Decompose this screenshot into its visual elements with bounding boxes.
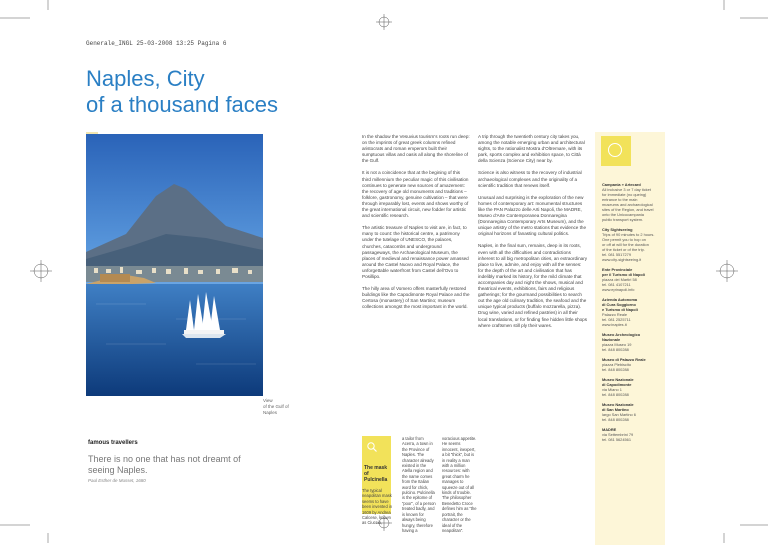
sidebar-line: piazza Plebiscito bbox=[602, 362, 631, 367]
sidebar-entry bbox=[602, 267, 662, 292]
col2-paragraph: Unusual and surprising is the exploration of the new homes of contemporary art: monumental structures like the PAN Palazzo delle Arti Napoli, the MADRE, Museo d’Arte Contemporanea Donnaregina (Donnaregina Contemporary Arts Museum), and the unique artistry of the metro stations that evidence the original horizons of fanasting cultural politics. bbox=[478, 194, 587, 237]
sidebar-entry bbox=[602, 377, 662, 397]
sidebar-line: Nazionale bbox=[602, 337, 621, 342]
body-column-2 bbox=[478, 134, 588, 335]
sidebar-entry-title: Ente Provinciale bbox=[602, 267, 633, 272]
sidebar-line: public transport system. bbox=[602, 217, 644, 222]
sidebar-line: www.city-sightseeing.it bbox=[602, 257, 642, 262]
pulcinella-text-1: The typical neapolitan mask seems to have been invented in 1609 by Andrea Calcese, known as Ciuccio, bbox=[362, 488, 393, 526]
sidebar-line: tel. 848 800288 bbox=[602, 347, 629, 352]
sidebar-entries bbox=[602, 182, 662, 447]
sidebar-entry bbox=[602, 227, 662, 262]
sidebar-line: museums and archaeological bbox=[602, 202, 653, 207]
sidebar-entry bbox=[602, 182, 662, 222]
sidebar-line: tel. 081 5517279 bbox=[602, 252, 631, 257]
sidebar-line: per il Turismo di Napoli bbox=[602, 272, 645, 277]
sidebar-line: tel. 081 4107211 bbox=[602, 282, 631, 287]
col2-paragraph: A trip through the twentieth century city takes you, among the notable emerging urban and architectural sights, to the rationalist Mostra d’Oltremare, with its park, sports complex and exhibition space, to Città della Scienza (Science City) near by. bbox=[478, 134, 585, 164]
sidebar-line: largo San Martino 6 bbox=[602, 412, 636, 417]
famous-quote: There is no one that has not dreamt of seeing Naples. bbox=[88, 454, 241, 475]
col1-paragraph: The hilly area of Vomero offers masterfully restored buildings like the Capodimonte Royal Palace and the Certosa (monastery) of San Martino; museum collections amongst the most important in the world. bbox=[362, 286, 470, 310]
sidebar-entry-title: Museo di Palazzo Reale bbox=[602, 357, 646, 362]
sidebar-entry bbox=[602, 297, 662, 327]
sidebar-entry bbox=[602, 357, 662, 372]
sidebar-entry-title: Museo Nazionale bbox=[602, 377, 634, 382]
col1-paragraph: The artistic treasure of Naples to visit are, in fact, to many to count: the historical centre, a patrimony under the tutelage of UNESCO, the palaces, churches, catacombs and underground passageways, the Archaeological Museum, the places of medieval and renaissance power amassed around the Castel Nuovo and Royal Palace, the unforgettable waterfront from Castel dell’Ovo to Posillipo. bbox=[362, 225, 469, 279]
sidebar-line: Palazzo Reale bbox=[602, 312, 628, 317]
sidebar-line: tel. 848 800288 bbox=[602, 392, 629, 397]
pulcinella-title-line2: of Pulcinella bbox=[364, 471, 388, 483]
col2-paragraph: Naples, in the final sum, remains, deep in its roots, even with all the difficulties and contradictions inherent to all big metropolitan cities, an extraordinary place to live, admire, and enjoy with all the senses: for the depth of the art and civilisation that has indelibly marked its history, for the mild climate that accompanies day and night the shows, musical and theatrical events, exhibitions, fairs and religious gatherings; for the gourmand possibilities to search out the age old culinary tradition, the seafood and the unique typical products (buffalo mozzarella, pizza). Drug wine, varied and refined pastries) in all their local translations, or for finding fine hidden little shops where craftsmen still ply their wares. bbox=[478, 243, 588, 328]
col1-paragraph: In the shadow the Vesuvius tourism’s roots run deep: on the imprints of great greek columns refined aristocrats and roman emperors built their sumptuous villas and oasis all along the shoreline of the Gulf. bbox=[362, 134, 470, 164]
sidebar-line: sites of the Region, and travel bbox=[602, 207, 654, 212]
sidebar-entry-title: MADRE bbox=[602, 427, 617, 432]
sidebar-line: piazza Museo 19 bbox=[602, 342, 632, 347]
sidebar-line: di Capodimonte bbox=[602, 382, 632, 387]
sidebar-line: of the ticket or of the trip. bbox=[602, 247, 645, 252]
sidebar-line: tel. 081 5624561 bbox=[602, 437, 631, 442]
photo-caption bbox=[263, 398, 303, 416]
sidebar-line: onto the Unicocampania bbox=[602, 212, 644, 217]
sidebar-line: via Settembrini 79 bbox=[602, 432, 634, 437]
sidebar-line: All inclusive 3 or 7 day ticket bbox=[602, 187, 651, 192]
gulf-of-naples-photo bbox=[86, 134, 263, 396]
sidebar-line: via Miano 1 bbox=[602, 387, 622, 392]
pulcinella-text-2: a tailor from Acerra, a town in the Province of Naples. The character already existed in the Atella region and the name comes from the Italian word for chick, pulcino. Pulcinella is the epitome of “poor”, of a person treated badly, and is known for always being hungry, therefore having a bbox=[402, 436, 436, 533]
pulcinella-title bbox=[364, 465, 390, 483]
sidebar-entry bbox=[602, 402, 662, 422]
sidebar-line: di Cura Soggiorno bbox=[602, 302, 636, 307]
sidebar-entry-title: Museo Archeologico bbox=[602, 332, 641, 337]
sidebar-entry bbox=[602, 332, 662, 352]
sidebar-entry-title: City Sightseeing bbox=[602, 227, 633, 232]
magnifier-icon bbox=[366, 441, 378, 453]
sidebar-line: tel. 081 2525711 bbox=[602, 317, 631, 322]
page-title-line2: of a thousand faces bbox=[86, 92, 279, 117]
sidebar-entry-title: Azienda Autonoma bbox=[602, 297, 638, 302]
sidebar-line: e Turismo di Napoli bbox=[602, 307, 638, 312]
sidebar-line: for immediate (no queing) bbox=[602, 192, 647, 197]
quote-attribution: Paul Esther de Musset, 1680 bbox=[88, 478, 146, 483]
sidebar-line: tel. 848 800288 bbox=[602, 367, 629, 372]
photo-caption-line1: View bbox=[263, 398, 273, 403]
page-title-line1: Naples, City bbox=[86, 66, 205, 91]
print-slug: Generale_INGL 25-03-2008 13:25 Pagina 6 bbox=[86, 40, 227, 47]
famous-travellers-title: famous travellers bbox=[88, 440, 138, 446]
page-title bbox=[86, 66, 278, 118]
sidebar-line: piazza dei Martiri 58 bbox=[602, 277, 637, 282]
pulcinella-title-line1: The mask bbox=[364, 465, 388, 471]
sidebar-line: di San Martino bbox=[602, 407, 629, 412]
sidebar-line: www.inaples.it bbox=[602, 322, 627, 327]
sidebar-line: or off at will for the duration bbox=[602, 242, 649, 247]
sidebar-line: tel. 848 800288 bbox=[602, 417, 629, 422]
sidebar-line: One permit you to hop on bbox=[602, 237, 646, 242]
sidebar-line: entrance to the main bbox=[602, 197, 638, 202]
sidebar-entry-title: Museo Nazionale bbox=[602, 402, 634, 407]
pulcinella-text-3: voracious appetite. He seems innocent, inexpert, a bit “thick”, but is in reality a man with a million resources: with great charm he manages to squeeze out of all kinds of trouble. The philosopher Benedetto Croce defines him as “the portrait, the character or the ideal of the neapolitan”. bbox=[442, 436, 477, 533]
sidebar-entry-title: Campania » Artecard bbox=[602, 182, 641, 187]
info-circle-icon bbox=[608, 143, 622, 157]
sidebar-line: www.eptnapoli.info bbox=[602, 287, 635, 292]
sidebar-line: Trips of 90 minutes to 2 hours. bbox=[602, 232, 655, 237]
col2-paragraph: Science is also witness to the recovery of industrial archaeological complexes and the originality of a scientific tradition that renews itself. bbox=[478, 170, 582, 188]
col1-paragraph: It is not a coincidence that at the begining of this third millennium the peculiar magic of this civilisation continues to generate new sources of amazement: the recovery of age old monuments and traditions – folklore, gastronomy, genuine cultivation – that were through irreparably lost, events and shows worthy of the great international circuit, new fodder for artistic and scientific research. bbox=[362, 170, 469, 219]
photo-caption-line2: of the Gulf of Naples bbox=[263, 404, 289, 415]
sidebar-entry bbox=[602, 427, 662, 442]
body-column-1 bbox=[362, 134, 470, 316]
